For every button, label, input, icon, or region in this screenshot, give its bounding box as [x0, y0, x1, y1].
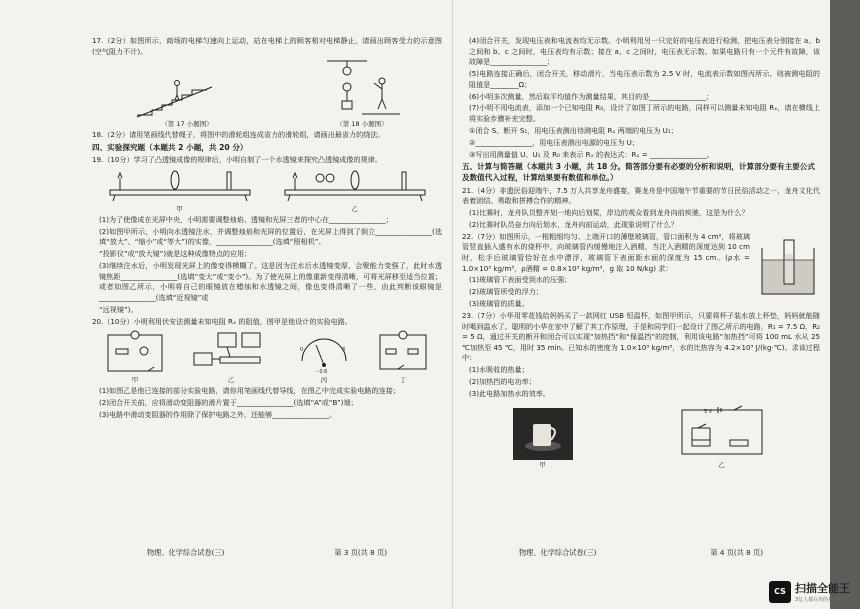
question-19-1: (1)为了使像成在光屏中央，小明需要调整烛焰、透镜和光屏三者的中心在________________；: [99, 214, 393, 224]
svg-text:5 V: 5 V: [703, 408, 712, 415]
escalator-diagram: [132, 79, 242, 119]
figure-20-a-label: 甲: [131, 376, 139, 385]
mug-icon: [523, 416, 563, 452]
page-3: [82, 0, 452, 609]
figure-17-caption: （第 17 小题图）: [161, 120, 213, 129]
question-22-1: (1)玻璃管下表面受到水的压强；: [469, 275, 572, 285]
circuit-photo-b: [190, 329, 272, 375]
scan-edge-shadow: [830, 0, 860, 609]
figures-23: [462, 404, 820, 469]
question-21: 21.（4分）非遗民俗迎端午，7.5 万人共享龙舟盛宴，赛龙舟是中国端午节重要的节日民俗活动之一，龙舟文化代表着团结、勇敢和拼搏合作的精神。: [462, 185, 820, 206]
question-23-3: (3)此电路加热水的效率。: [469, 389, 550, 399]
question-23-1: (1)水吸收的热量；: [469, 365, 529, 375]
circuit-diagram-a: [104, 329, 166, 375]
question-19-2b: “投影仪”或“放大镜”)就是这种成像特点的应用；: [99, 249, 252, 259]
page-4-footer: [462, 548, 820, 559]
question-20-5: (5)电路连接正确后，闭合开关，移动滑片，当电压表示数为 2.5 V 时，电流表示数如图丙所示，则被测电阻的阻值是________Ω；: [469, 69, 820, 89]
page-3-footer: [92, 548, 442, 559]
question-21-2: (2)比赛时队员奋力向后划水，龙舟向前运动，此现象说明了什么？: [469, 219, 678, 229]
watermark-subtitle: 3亿人都在用的扫描App: [795, 597, 848, 603]
section-4-heading: 四、实验探究题（本题共 2 小题，共 20 分）: [92, 142, 248, 152]
figure-19-a: [105, 168, 255, 213]
figure-20-a: [104, 329, 166, 384]
watermark-name: 扫描全能王: [795, 582, 850, 595]
figure-23-b: [674, 404, 770, 469]
figure-19-b-label: 乙: [351, 204, 358, 213]
question-20-2: (2)闭合开关前，应将滑动变阻器的滑片置于________________(选填“A”或“B”)端；: [99, 398, 358, 408]
page-4: [452, 0, 830, 609]
figure-20-d: [376, 329, 430, 384]
question-22-block: [462, 232, 820, 311]
optical-bench-diagram: [105, 168, 255, 204]
figure-20-c-label: 丙: [320, 376, 328, 385]
figure-19-a-label: 甲: [176, 204, 183, 213]
figure-23-a-label: 甲: [539, 460, 546, 469]
figures-17-18: [92, 59, 442, 128]
beaker-tube-diagram: [756, 238, 820, 298]
question-20-7-step3: ③写出用测量值 U、U₁ 及 R₀ 来表示 Rₓ 的表达式：Rₓ = ________________。: [469, 149, 714, 159]
ammeter-diagram: [296, 329, 352, 375]
question-19-3a: (3)继续注水后，小明发现光屏上的像变得模糊了。这是因为注水后水透镜变厚，会聚能力变强了，此时水透镜焦距________________(选填“变大”或“变小”)。为了使光屏上的像重新变得清晰，可将光屏移至适当位置；或者如图乙所示，小明将自己的眼镜放在蜡烛和水透镜之间，像也变得清晰了一些，由此判断该眼镜是________________(选填“近视镜”或: [99, 261, 442, 303]
footer-page-number: 第 4 页(共 8 页): [710, 548, 764, 558]
question-19-3b: “远视镜”)。: [99, 304, 138, 314]
footer-title: 物理、化学综合试卷(三): [146, 548, 225, 558]
figure-20-c: [296, 329, 352, 384]
question-17: 17.（2分）如图所示，商场的电梯匀速向上运动，站在电梯上的顾客相对电梯静止，请画出顾客受力的示意图(空气阻力不计)。: [92, 36, 442, 56]
question-20-7-step1: ①闭合 S、断开 S₁，用电压表测出待测电阻 Rₓ 两端的电压为 U₁；: [469, 125, 678, 135]
svg-text:- 0.6: - 0.6: [316, 369, 328, 376]
question-23-2: (2)加热挡的电功率；: [469, 377, 536, 387]
question-19: 19.（10分）学习了凸透镜成像的规律后，小明自制了一个水透镜来探究凸透镜成像的规律。: [92, 155, 382, 165]
question-22-2: (2)玻璃管所受的浮力；: [469, 287, 543, 297]
circuit-diagram-d: [376, 329, 430, 375]
figure-23-a: [513, 408, 573, 469]
question-20-6: (6)小明多次测量，然后取平均值作为测量结果，其目的是________________；: [469, 91, 714, 101]
figures-20: [92, 329, 442, 384]
figure-20-b: [190, 329, 272, 384]
footer-page-number: 第 3 页(共 8 页): [334, 548, 388, 558]
question-22-text-block: [462, 232, 750, 311]
question-19-2a: (2)如图甲所示，小明向水透镜注水，并调整烛焰和光屏的位置后，在光屏上得到了倒立________________(选填“放大”、“缩小”或“等大”)的实像，________________(选填“照相机”、: [99, 226, 442, 247]
question-18: 18.（2分）请用笔画线代替绳子，将图中的滑轮组连成省力的滑轮组，请画出最省力的绕法。: [92, 130, 385, 140]
svg-text:3: 3: [342, 347, 346, 354]
question-20-7: (7)小明不用电流表，添加一个已知电阻 R₀，设计了如图丁所示的电路，同样可以测量未知电阻 Rₓ，请在横线上将实验步骤补充完整。: [469, 103, 820, 124]
figure-19-b: [280, 168, 430, 213]
figure-17: [132, 79, 242, 128]
question-20-1: (1)如图乙是他已连接的部分实验电路，请你用笔画线代替导线，在图乙中完成实验电路的连接；: [99, 386, 400, 396]
question-20-3: (3)电路中滑动变阻器的作用除了保护电路之外，还能够________________。: [99, 410, 337, 420]
question-22: 22.（7分）如图所示，一根粗细均匀、上端开口的薄壁玻璃管，管口面积为 4 cm²，将玻璃管竖直插入盛有水的烧杯中，向玻璃管内缓慢地注入酒精，当注入酒精的深度达到 10 cm 时，松手后玻璃管恰好在水中漂浮，玻璃管下表面距水面的深度为 15 cm。(ρ水 = 1.0×10³ kg/m³，ρ酒精 = 0.8×10³ kg/m³，g 取 10 N/kg) 求：: [462, 231, 750, 273]
figures-19: [92, 168, 442, 213]
optical-bench-glasses-diagram: [280, 168, 430, 204]
footer-title: 物理、化学综合试卷(三): [518, 548, 597, 558]
question-21-1: (1)比赛时，龙舟队员整齐划一地向后划桨，岸边的观众看到龙舟向前疾驰，这是为什么？: [469, 207, 749, 217]
question-23: 23.（7分）小华用零花钱给妈妈买了一款网红 USB 恒温杯，如图甲所示，只要将杯子装水放上杯垫，妈妈就能随时喝到温水了。聪明的小华在家中了解了其工作原理，于是和同学们一起设计了图乙所示的电路，R₁ = 7.5 Ω，R₂ = 5 Ω，通过开关的断开和闭合可以实现“加热挡”和“保温挡”的控制，利用该电路“加热挡”可将 100 mL 水从 25 ℃加热至 45 ℃，用时 35 min。已知水的密度为 1.0×10³ kg/m³，水的比热容为 4.2×10³ J/(kg·℃)。求该过程中：: [462, 311, 820, 363]
svg-text:0: 0: [300, 347, 304, 354]
question-20-7-step2: ②________________，用电压表测出电源的电压为 U；: [469, 137, 639, 147]
section-5-heading: 五、计算与简答题（本题共 3 小题，共 18 分。简答部分要有必要的分析和说明，计算部分要有主要公式及数值代入过程，计算结果要有数值和单位。）: [462, 162, 815, 182]
figure-18-caption: （第 18 小题图）: [336, 120, 388, 129]
question-20-4: (4)闭合开关，发现电压表和电流表均无示数。小明利用另一只完好的电压表进行检测，把电压表分别接在 a、b 之间和 b、c 之间时，电压表均有示数；接在 a、c 之间时，电压表无示数。如果电路只有一个元件有故障，该故障是________________；: [469, 36, 820, 67]
question-22-3: (3)玻璃管的质量。: [469, 299, 529, 309]
figure-20-d-label: 丁: [399, 376, 407, 385]
question-20: 20.（10分）小明利用伏安法测量未知电阻 Rₓ 的阻值，图甲是他设计的实验电路。: [92, 316, 352, 326]
pulley-diagram: [322, 59, 402, 119]
figure-18: [322, 59, 402, 128]
scanner-watermark: [769, 580, 850, 603]
camscanner-logo-icon: CS: [769, 581, 791, 603]
heater-circuit-diagram: [674, 404, 770, 460]
watermark-text-block: [795, 580, 850, 603]
usb-cup-photo: [513, 408, 573, 460]
figure-20-b-label: 乙: [227, 376, 235, 385]
figure-23-b-label: 乙: [718, 460, 725, 469]
